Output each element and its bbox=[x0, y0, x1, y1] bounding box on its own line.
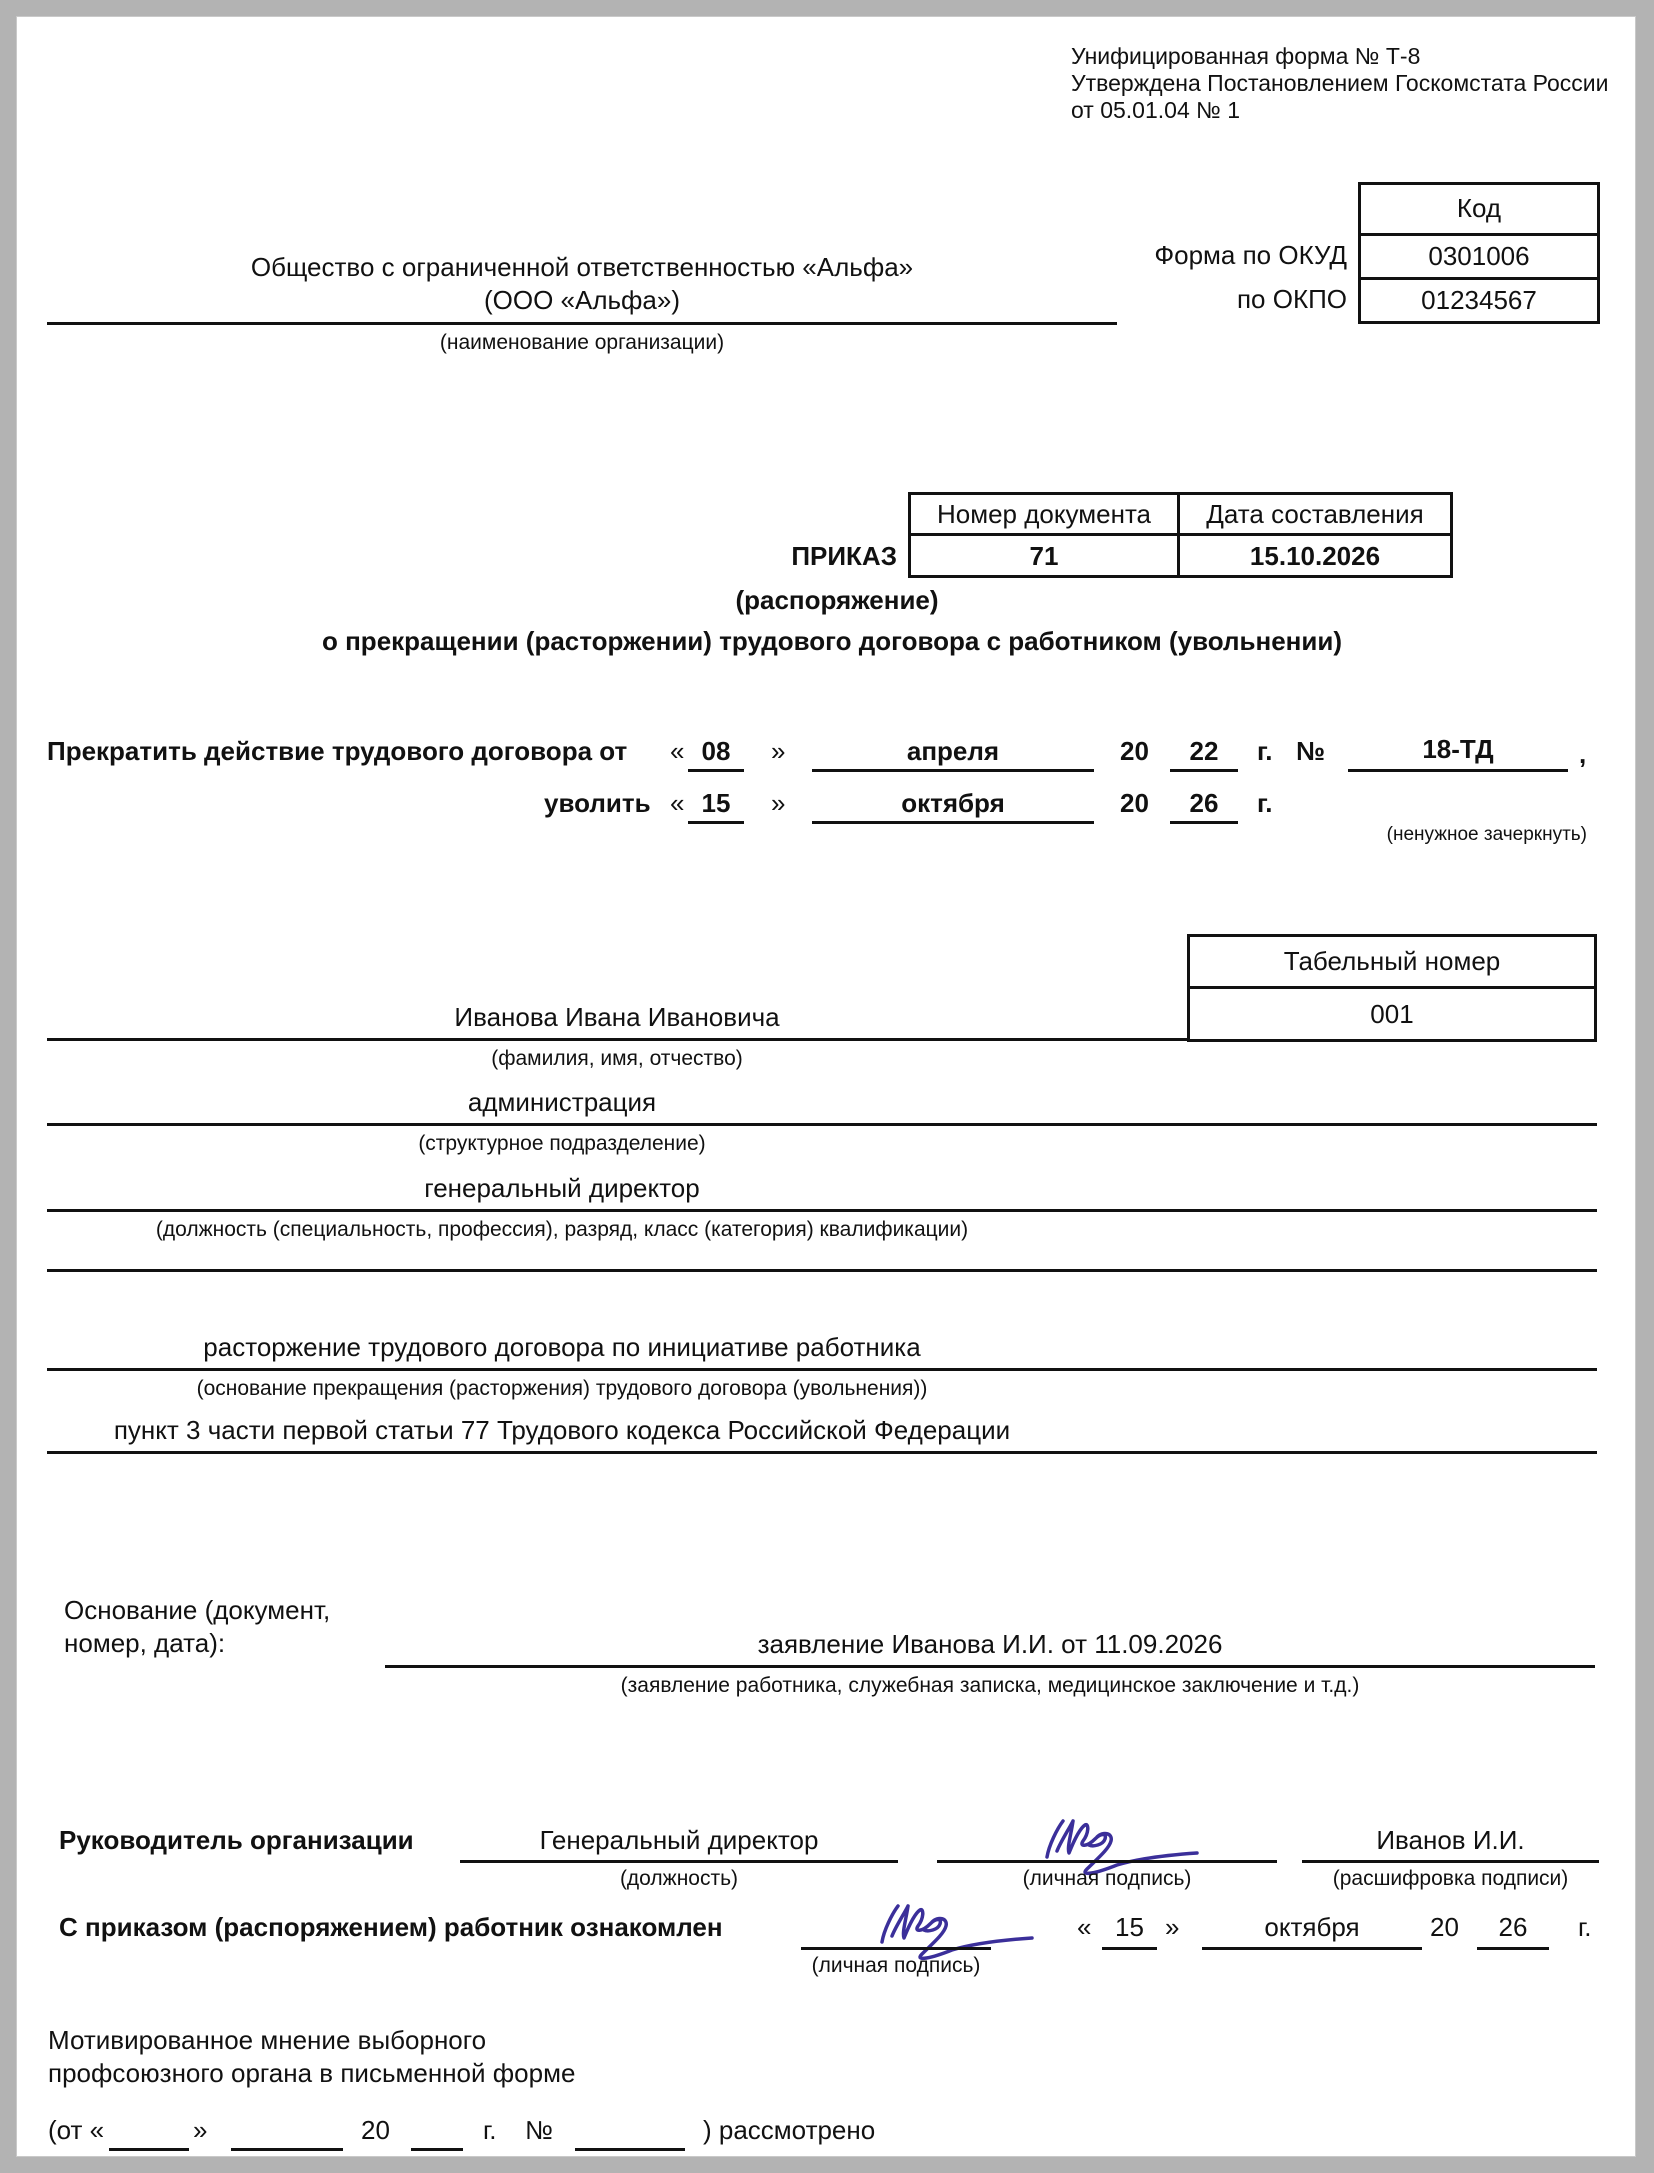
ack-year: 26 bbox=[1498, 1912, 1528, 1942]
contract-number-sign: № bbox=[1296, 736, 1325, 766]
form-info bbox=[1071, 43, 1608, 124]
close-quote: » bbox=[771, 736, 786, 766]
head-signature-underline bbox=[937, 1860, 1277, 1863]
ack-close-quote: » bbox=[1165, 1912, 1180, 1942]
ack-day: 15 bbox=[1115, 1912, 1144, 1942]
dismiss-century: 20 bbox=[1120, 788, 1149, 818]
dismiss-day-underline bbox=[688, 821, 744, 824]
contract-day-underline bbox=[688, 769, 744, 772]
union-close-quote: » bbox=[193, 2115, 208, 2145]
employee-full-name: Иванова Ивана Ивановича bbox=[454, 1002, 780, 1032]
union-number-sign: № bbox=[525, 2115, 553, 2145]
ack-year-underline bbox=[1477, 1947, 1549, 1950]
organization-name-line-2: (ООО «Альфа») bbox=[483, 285, 681, 315]
ack-open-quote: « bbox=[1077, 1912, 1092, 1942]
union-line-2: профсоюзного органа в письменной форме bbox=[48, 2058, 576, 2088]
doc-number-header: Номер документа bbox=[936, 498, 1152, 529]
ack-month: октября bbox=[1264, 1912, 1360, 1942]
ack-year-suffix: г. bbox=[1578, 1912, 1592, 1942]
contract-number-underline bbox=[1348, 769, 1568, 772]
employee-signature-caption: (личная подпись) bbox=[811, 1954, 981, 1977]
department-underline bbox=[47, 1123, 1597, 1126]
head-label: Руководитель организации bbox=[59, 1825, 414, 1855]
contract-day: 08 bbox=[701, 736, 731, 766]
basis-label-line-1: Основание (документ, bbox=[64, 1595, 331, 1625]
union-from-prefix: (от « bbox=[48, 2115, 105, 2145]
form-info-line-1: Унифицированная форма № Т-8 bbox=[1071, 43, 1421, 69]
union-suffix: ) рассмотрено bbox=[703, 2115, 876, 2145]
order-description: о прекращении (расторжении) трудового договора с работником (увольнении) bbox=[322, 626, 1342, 656]
contract-year-underline bbox=[1170, 769, 1238, 772]
head-signature-caption: (личная подпись) bbox=[1022, 1867, 1192, 1890]
head-position-caption: (должность) bbox=[619, 1867, 739, 1890]
full-name-underline bbox=[47, 1038, 1187, 1041]
legal-reference: пункт 3 части первой статьи 77 Трудового кодекса Российской Федерации bbox=[113, 1415, 1011, 1445]
employee-position: генеральный директор bbox=[424, 1173, 700, 1203]
okpo-value: 01234567 bbox=[1421, 284, 1537, 315]
union-number-blank[interactable] bbox=[575, 2148, 685, 2151]
position-underline bbox=[47, 1209, 1597, 1212]
union-year-blank[interactable] bbox=[411, 2148, 463, 2151]
contract-month-underline bbox=[812, 769, 1094, 772]
union-day-blank[interactable] bbox=[109, 2148, 189, 2151]
doc-date-header: Дата составления bbox=[1206, 498, 1424, 529]
department-caption: (структурное подразделение) bbox=[418, 1132, 706, 1155]
union-century: 20 bbox=[361, 2115, 390, 2145]
full-name-caption: (фамилия, имя, отчество) bbox=[491, 1047, 743, 1070]
employee-department: администрация bbox=[467, 1087, 657, 1117]
tab-number-header: Табельный номер bbox=[1283, 946, 1501, 976]
head-name-underline bbox=[1302, 1860, 1599, 1863]
dismiss-month-underline bbox=[812, 821, 1094, 824]
basis-caption: (заявление работника, служебная записка, медицинское заключение и т.д.) bbox=[620, 1674, 1360, 1697]
organization-name-line-1: Общество с ограниченной ответственностью «Альфа» bbox=[250, 252, 914, 282]
legal-reference-underline bbox=[47, 1451, 1597, 1454]
basis-underline bbox=[385, 1665, 1595, 1668]
head-name: Иванов И.И. bbox=[1376, 1825, 1525, 1855]
contract-century: 20 bbox=[1120, 736, 1149, 766]
union-year-suffix: г. bbox=[483, 2115, 497, 2145]
okpo-label: по ОКПО bbox=[1236, 284, 1347, 314]
employee-signature-underline bbox=[801, 1947, 991, 1950]
ack-day-underline bbox=[1102, 1947, 1157, 1950]
doc-date-value: 15.10.2026 bbox=[1249, 540, 1381, 571]
organization-caption: (наименование организации) bbox=[439, 331, 725, 354]
document-page bbox=[16, 16, 1636, 2157]
comma: , bbox=[1579, 739, 1587, 769]
form-info-line-3: от 05.01.04 № 1 bbox=[1071, 97, 1240, 123]
termination-label: Прекратить действие трудового договора от bbox=[47, 736, 628, 766]
form-info-line-2: Утверждена Постановлением Госкомстата России bbox=[1071, 70, 1609, 96]
tab-number-value: 001 bbox=[1370, 999, 1414, 1029]
dismiss-year: 26 bbox=[1189, 788, 1219, 818]
contract-year: 22 bbox=[1189, 736, 1219, 766]
dismiss-label: уволить bbox=[544, 788, 651, 818]
contract-number: 18-ТД bbox=[1422, 734, 1494, 764]
head-position: Генеральный директор bbox=[539, 1825, 819, 1855]
strike-note: (ненужное зачеркнуть) bbox=[1386, 824, 1587, 845]
close-quote: » bbox=[771, 788, 786, 818]
open-quote: « bbox=[670, 736, 685, 766]
doc-number-value: 71 bbox=[1029, 540, 1059, 571]
acknowledgement-label: С приказом (распоряжением) работник ознакомлен bbox=[59, 1912, 723, 1942]
reason-caption: (основание прекращения (расторжения) трудового договора (увольнения)) bbox=[196, 1377, 928, 1400]
okud-label: Форма по ОКУД bbox=[1154, 240, 1347, 270]
contract-year-suffix: г. bbox=[1257, 736, 1273, 766]
union-line-1: Мотивированное мнение выборного bbox=[48, 2025, 487, 2055]
codes-header: Код bbox=[1456, 192, 1502, 223]
okud-value: 0301006 bbox=[1428, 240, 1530, 271]
head-name-caption: (расшифровка подписи) bbox=[1332, 1867, 1569, 1890]
organization-underline bbox=[47, 322, 1117, 325]
head-position-underline bbox=[460, 1860, 898, 1863]
position-caption: (должность (специальность, профессия), разряд, класс (категория) квалификации) bbox=[155, 1218, 969, 1241]
order-title: ПРИКАЗ bbox=[791, 541, 897, 571]
order-subtitle: (распоряжение) bbox=[735, 585, 939, 615]
ack-month-underline bbox=[1202, 1947, 1422, 1950]
dismiss-year-suffix: г. bbox=[1257, 788, 1273, 818]
dismiss-month: октября bbox=[901, 788, 1005, 818]
termination-reason: расторжение трудового договора по инициативе работника bbox=[203, 1332, 921, 1362]
contract-month: апреля bbox=[906, 736, 1000, 766]
ack-century: 20 bbox=[1430, 1912, 1459, 1942]
basis-label-line-2: номер, дата): bbox=[64, 1628, 226, 1658]
basis-value: заявление Иванова И.И. от 11.09.2026 bbox=[757, 1629, 1223, 1659]
open-quote: « bbox=[670, 788, 685, 818]
union-month-blank[interactable] bbox=[231, 2148, 343, 2151]
position-extra-underline bbox=[47, 1269, 1597, 1272]
dismiss-day: 15 bbox=[701, 788, 731, 818]
reason-underline bbox=[47, 1368, 1597, 1371]
